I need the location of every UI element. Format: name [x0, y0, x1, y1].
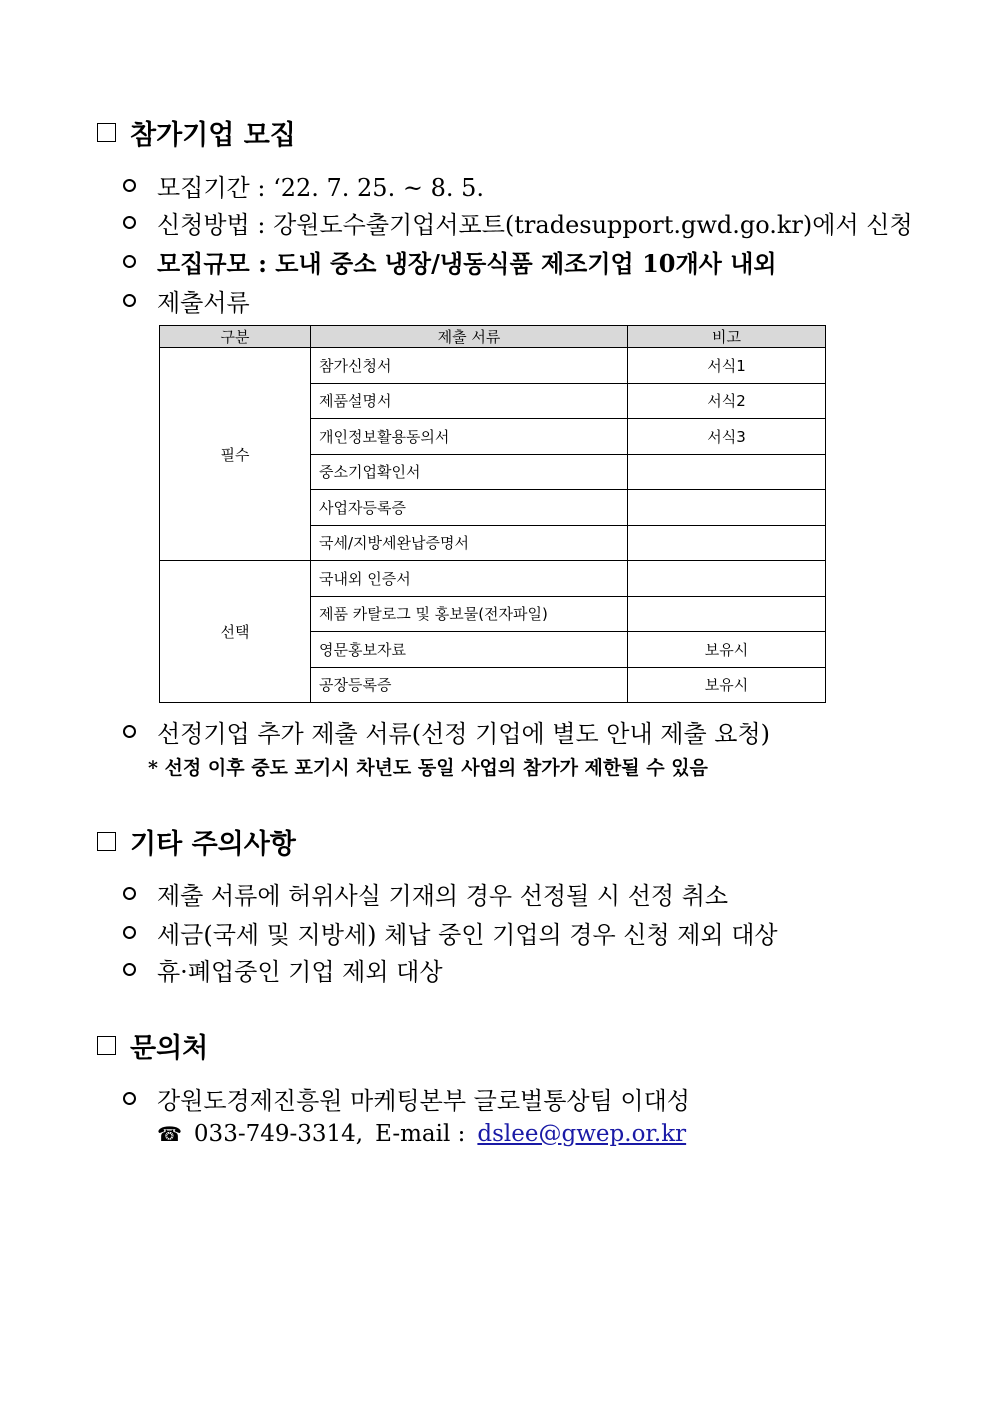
- circle-bullet-icon: [123, 255, 136, 268]
- doc-cell: 국세/지방세완납증명서: [311, 525, 628, 561]
- bullet-item: [123, 714, 770, 749]
- section-title: 문의처: [130, 1033, 209, 1064]
- checkbox-square-icon: [97, 832, 116, 851]
- section-heading-notices: [97, 822, 296, 861]
- doc-cell: 영문홍보자료: [311, 632, 628, 668]
- phone-number: 033-749-3314,: [193, 1121, 364, 1147]
- note-cell: 서식2: [628, 383, 826, 419]
- bullet-item: [123, 876, 728, 911]
- submit-docs-label: 제출서류: [157, 289, 250, 317]
- apply-method: 신청방법 : 강원도수출기업서포트(tradesupport.gwd.go.kr)에서 신청: [157, 211, 913, 239]
- doc-cell: 공장등록증: [311, 667, 628, 703]
- note-cell: 보유시: [628, 667, 826, 703]
- note-cell: [628, 490, 826, 526]
- circle-bullet-icon: [123, 963, 136, 976]
- section-title: 기타 주의사항: [130, 829, 296, 860]
- table-row: [160, 348, 826, 384]
- notice-text: 세금(국세 및 지방세) 체납 중인 기업의 경우 신청 제외 대상: [157, 921, 778, 949]
- doc-cell: 제품 카탈로그 및 홍보물(전자파일): [311, 596, 628, 632]
- checkbox-square-icon: [97, 123, 116, 142]
- category-cell: 필수: [160, 348, 311, 561]
- section-heading-recruitment: [97, 113, 296, 152]
- doc-cell: 제품설명서: [311, 383, 628, 419]
- email-link[interactable]: dslee@gwep.or.kr: [477, 1121, 687, 1147]
- circle-bullet-icon: [123, 725, 136, 738]
- table-row: [160, 561, 826, 597]
- submission-documents-table: [159, 325, 826, 703]
- header-note: 비고: [628, 326, 826, 348]
- circle-bullet-icon: [123, 216, 136, 229]
- note-cell: 보유시: [628, 632, 826, 668]
- bullet-item: [123, 168, 484, 203]
- doc-cell: 개인정보활용동의서: [311, 419, 628, 455]
- doc-cell: 사업자등록증: [311, 490, 628, 526]
- circle-bullet-icon: [123, 1092, 136, 1105]
- notice-text: 제출 서류에 허위사실 기재의 경우 선정될 시 선정 취소: [157, 882, 729, 910]
- bullet-item: [123, 283, 250, 318]
- section-title: 참가기업 모집: [130, 120, 296, 151]
- note-cell: [628, 525, 826, 561]
- circle-bullet-icon: [123, 179, 136, 192]
- doc-cell: 참가신청서: [311, 348, 628, 384]
- table-header-row: [160, 326, 826, 348]
- note-cell: 서식3: [628, 419, 826, 455]
- email-label: E-mail :: [375, 1121, 466, 1147]
- bullet-item: [123, 915, 778, 950]
- contact-line: [157, 1121, 686, 1147]
- contact-person: 강원도경제진흥원 마케팅본부 글로벌통상팀 이대성: [157, 1087, 690, 1115]
- bullet-item: [123, 1081, 690, 1116]
- note-cell: [628, 561, 826, 597]
- recruit-scale: 모집규모 : 도내 중소 냉장/냉동식품 제조기업 10개사 내외: [157, 249, 777, 278]
- category-cell: 선택: [160, 561, 311, 703]
- circle-bullet-icon: [123, 294, 136, 307]
- section-heading-contact: [97, 1026, 208, 1065]
- extra-docs: 선정기업 추가 제출 서류(선정 기업에 별도 안내 제출 요청): [157, 720, 770, 748]
- recruit-period: 모집기간 : ‘22. 7. 25. ~ 8. 5.: [157, 174, 484, 202]
- phone-icon: ☎: [157, 1122, 182, 1146]
- note-cell: 서식1: [628, 348, 826, 384]
- doc-cell: 국내외 인증서: [311, 561, 628, 597]
- restriction-note: * 선정 이후 중도 포기시 차년도 동일 사업의 참가가 제한될 수 있음: [148, 757, 708, 779]
- checkbox-square-icon: [97, 1036, 116, 1055]
- bullet-item: [123, 244, 777, 279]
- notice-text: 휴·폐업중인 기업 제외 대상: [157, 958, 443, 986]
- circle-bullet-icon: [123, 926, 136, 939]
- doc-cell: 중소기업확인서: [311, 454, 628, 490]
- bullet-item: [123, 952, 443, 987]
- header-document: 제출 서류: [311, 326, 628, 348]
- note-cell: [628, 596, 826, 632]
- bullet-item: [123, 205, 913, 240]
- circle-bullet-icon: [123, 887, 136, 900]
- header-category: 구분: [160, 326, 311, 348]
- note-cell: [628, 454, 826, 490]
